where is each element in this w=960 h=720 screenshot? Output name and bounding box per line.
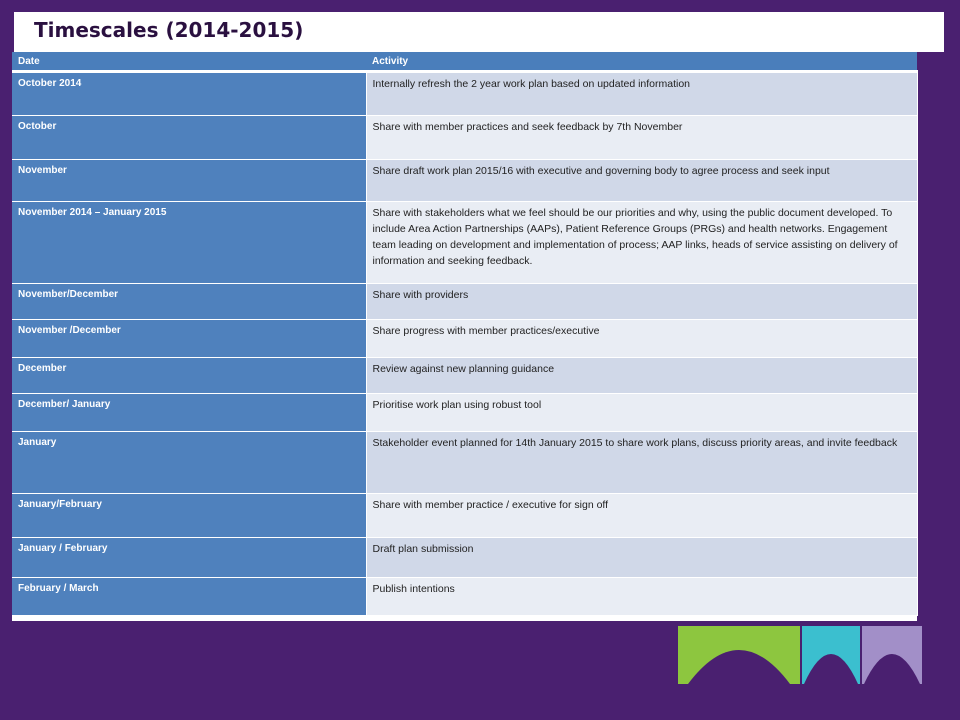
row-activity: Share with member practice / executive for sign off bbox=[366, 494, 917, 538]
table-row bbox=[12, 394, 917, 432]
table-row bbox=[12, 284, 917, 320]
timescales-table bbox=[12, 52, 918, 616]
row-date: December bbox=[12, 358, 366, 394]
row-date: January / February bbox=[12, 538, 366, 578]
page-title: Timescales (2014-2015) bbox=[34, 18, 304, 42]
table-row bbox=[12, 160, 917, 202]
header-date: Date bbox=[12, 52, 366, 72]
table-row bbox=[12, 432, 917, 494]
table-row bbox=[12, 358, 917, 394]
row-date: November/December bbox=[12, 284, 366, 320]
row-activity: Share draft work plan 2015/16 with executive and governing body to agree process and seek input bbox=[366, 160, 917, 202]
row-activity: Share with member practices and seek feedback by 7th November bbox=[366, 116, 917, 160]
row-date: February / March bbox=[12, 578, 366, 616]
row-activity: Share with providers bbox=[366, 284, 917, 320]
row-date: January/February bbox=[12, 494, 366, 538]
table-row bbox=[12, 320, 917, 358]
row-date: November 2014 – January 2015 bbox=[12, 202, 366, 284]
row-activity: Publish intentions bbox=[366, 578, 917, 616]
row-activity: Review against new planning guidance bbox=[366, 358, 917, 394]
row-date: December/ January bbox=[12, 394, 366, 432]
row-activity: Prioritise work plan using robust tool bbox=[366, 394, 917, 432]
row-activity: Draft plan submission bbox=[366, 538, 917, 578]
table-row bbox=[12, 116, 917, 160]
row-date: October 2014 bbox=[12, 72, 366, 116]
row-activity: Internally refresh the 2 year work plan based on updated information bbox=[366, 72, 917, 116]
row-activity: Share progress with member practices/executive bbox=[366, 320, 917, 358]
row-date: November bbox=[12, 160, 366, 202]
table-row bbox=[12, 72, 917, 116]
row-date: January bbox=[12, 432, 366, 494]
table-header-row bbox=[12, 52, 917, 72]
table-row bbox=[12, 494, 917, 538]
table-body bbox=[12, 72, 917, 616]
row-activity: Stakeholder event planned for 14th January 2015 to share work plans, discuss priority areas, and invite feedback bbox=[366, 432, 917, 494]
timescales-table-container bbox=[12, 52, 917, 621]
row-date: November /December bbox=[12, 320, 366, 358]
row-date: October bbox=[12, 116, 366, 160]
row-activity: Share with stakeholders what we feel should be our priorities and why, using the public document developed. To include Area Action Partnerships (AAPs), Patient Reference Groups (PRGs) and health networks. Engagement team leading on development and implementation of process; AAP links, heads of service assisting on delivery of information and seeking feedback. bbox=[366, 202, 917, 284]
table-row bbox=[12, 578, 917, 616]
organisation-logo bbox=[676, 624, 924, 686]
table-row bbox=[12, 202, 917, 284]
header-activity: Activity bbox=[366, 52, 917, 72]
table-row bbox=[12, 538, 917, 578]
